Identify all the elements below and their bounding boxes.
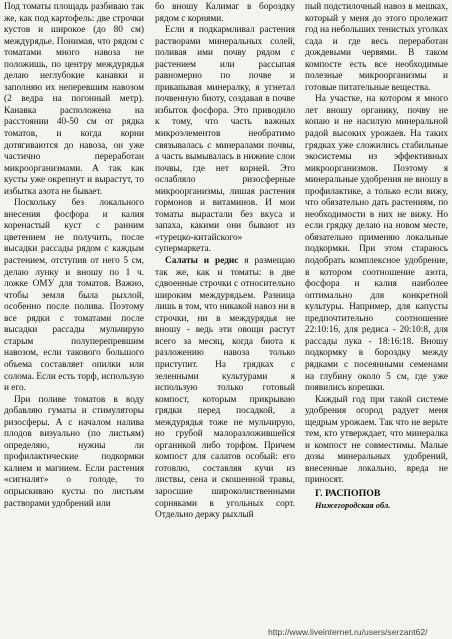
paragraph: бо вношу Калимаг в бороздку рядом с корнями.: [155, 2, 295, 24]
paragraph: При поливе томатов в воду добавляю гуматы и стимуляторы ризосферы. А с началом налива плодов визуально (по листьям) определяю, нужны ли профилактические подкормки калием и магнием. Если растения «сигналят» о голоде, то опрыскиваю кусты по листьям растворами удобрений или: [4, 394, 144, 509]
article-column-2: [155, 2, 295, 630]
author-name: Г. РАСПОПОВ: [315, 487, 381, 499]
paragraph: Если я подкармливал растения растворами минеральных солей, поливая ими почву рядом с растением или рассыпая равномерно по почве и прикапывая минералку, я угнетал почвенную биоту, создавая в почве избыток фосфора. Это приводило к тому, что часть важных микроэлементов необратимо связывалась с минералами почвы, а часть вымывалась в нижние слои почвы, где нет корней. Это ослабляло ризосферные микроорганизмы, лишая растения гормонов и витаминов. И мои томаты вырастали без вкуса и запаха, какими они бывают из «турецко-китайского» супермаркета.: [155, 25, 295, 255]
paragraph: На участке, на котором я много лет вношу органику, почву не копаю и не насилую минеральной радой высоких урожаев. На таких грядках уже сложились стабильные экосистемы из эффективных микроорганизмов. Поэтому я минеральные удобрения не вношу в профилактике, а только если вижу, что обязательно дать растениям, по необходимости в них не вижу. Но если грядку делаю на новом месте, обязательно применяю локальные подкормки. При этом стараюсь подобрать комплексное удобрение, в котором соотношение азота, фосфора и калия наиболее оптимально для конкретной культуры. Например, для капусты предпочтительно соотношение 22:10:16, для редиса - 20:10:8, для рассады лука - 18:16:18. Вношу подкормку в бороздку между рядками с посеянными семенами на глубину около 5 см, где уже появились корешки.: [305, 94, 448, 394]
paragraph: Каждый год при такой системе удобрения огород радует меня щедрым урожаем. Так что не верьте тем, кто утверждает, что минералка и компост не совместимы. Малые дозы минеральных удобрений, внесенные локально, вреда не приносят.: [305, 394, 448, 486]
paragraph: Под томаты площадь разбиваю так же, как под картофель: две строчки кустов и широкое (до 80 см) междурядье. Понимая, что рядом с томатами много навоза не положишь, по центру междурядья делаю неглубокие канавки и заполняю их неперевшим навозом (2 ведра на погонный метр). Канавка расположена на расстоянии 40-50 см от рядка томатов, и когда корни дотягиваются до навоза, он уже частично переработан микроорганизмами. А так как кусты уже окрепнут и вырастут, то избытка азота не бывает.: [4, 2, 144, 197]
author-signature: [305, 488, 448, 511]
paragraph: [155, 256, 295, 522]
article-column-1: [4, 2, 144, 630]
author-region: Нижегородская обл.: [315, 500, 391, 510]
article-column-3: [305, 2, 448, 630]
paragraph: пый подстилочный навоз в мешках, который у меня до этого пролежит год на небольших тенистых уголках сада и где весь переработан дождевыми червями. В таком компосте есть все необходимые полезные микроорганизмы и готовые питательные вещества.: [305, 2, 448, 93]
paragraph: Поскольку без локального внесения фосфора и калия коренастый куст с ранним цветением не получить, после высадки рассады рядом с каждым растением, отступив от него 5 см, делаю лунку и вношу по 1 ч. ложке ОМУ для томатов. Важно, чтобы земля была рыхлой, особенно после полива. Поэтому все рядки с томатами после высадки рассады мульчирую старым полуперепревшим навозом, если такового большого объема составляет опилки или солома. Если есть торф, использую и его.: [4, 198, 144, 394]
section-lead-salads: Салаты и редис: [165, 256, 239, 267]
source-watermark: http://www.liveinternet.ru/users/serzant62/: [268, 627, 452, 639]
paragraph-text: я размещаю так же, как и томаты: в две сдвоенные строчки с относительно широким междурядьем. Разница лишь в том, что никакой навоз ни в строчки, ни в междурядья не вношу - ведь эти овощи растут всего за месяц, когда биота к разложению навоза только приступит. На грядках с зеленными культурами я использую только готовый компост, которым прикрываю грядки перед посадкой, а междурядья тоже не мульчирую, но грубой малоразложившейся органикой либо торфом. Причем компост для салатов особый: его готовлю, составляя кучи из листвы, сена и скошенной травы, заросшие широколиственными сорняками в угольных сорт. Отдельно держу рыхлый: [155, 256, 295, 521]
